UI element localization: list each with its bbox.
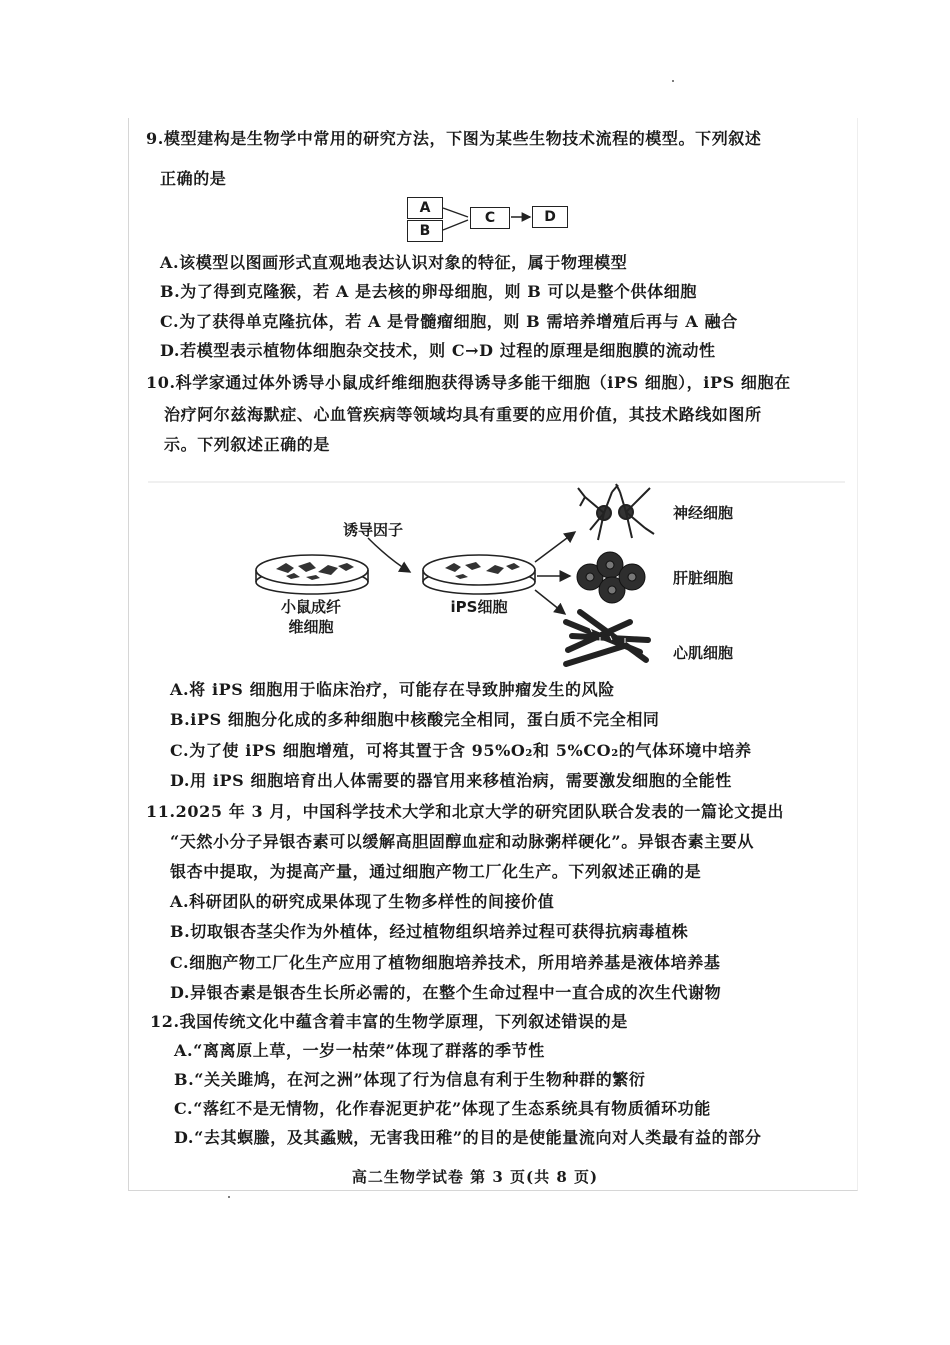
q11-stem-line-2: “天然小分子异银杏素可以缓解高胆固醇血症和动脉粥样硬化”。异银杏素主要从 xyxy=(170,832,755,851)
q11-option-a: A.科研团队的研究成果体现了生物多样性的间接价值 xyxy=(170,892,555,911)
label-source-2: 维细胞 xyxy=(288,618,334,636)
label-neuron: 神经细胞 xyxy=(672,504,733,522)
label-inducer: 诱导因子 xyxy=(342,521,403,539)
q11-option-c: C.细胞产物工厂化生产应用了植物细胞培养技术，所用培养基是液体培养基 xyxy=(170,953,721,972)
q10-stem-line-1: 10.科学家通过体外诱导小鼠成纤维细胞获得诱导多能干细胞（iPS 细胞），iPS 细胞在 xyxy=(146,373,791,392)
label-liver: 肝脏细胞 xyxy=(672,569,733,587)
q12-option-a: A.“离离原上草，一岁一枯荣”体现了群落的季节性 xyxy=(174,1041,545,1060)
box-a: A xyxy=(407,197,443,219)
q12-option-c: C.“落红不是无情物，化作春泥更护花”体现了生态系统具有物质循环功能 xyxy=(174,1099,711,1118)
q12-option-b: B.“关关雎鸠，在河之洲”体现了行为信息有利于生物种群的繁衍 xyxy=(174,1070,646,1089)
page-footer: 高二生物学试卷 第 3 页(共 8 页) xyxy=(351,1168,599,1186)
label-cardio: 心肌细胞 xyxy=(672,644,733,662)
q9-option-d: D.若模型表示植物体细胞杂交技术，则 C→D 过程的原理是细胞膜的流动性 xyxy=(160,341,716,360)
q10-option-c: C.为了使 iPS 细胞增殖，可将其置于含 95%O₂和 5%CO₂的气体环境中培养 xyxy=(170,741,752,760)
q11-stem-line-1: 11.2025 年 3 月，中国科学技术大学和北京大学的研究团队联合发表的一篇论文提出 xyxy=(146,802,785,821)
q11-option-b: B.切取银杏茎尖作为外植体，经过植物组织培养过程可获得抗病毒植株 xyxy=(170,922,689,941)
q9-option-c: C.为了获得单克隆抗体，若 A 是骨髓瘤细胞，则 B 需培养增殖后再与 A 融合 xyxy=(160,312,738,331)
q11-option-d: D.异银杏素是银杏生长所必需的，在整个生命过程中一直合成的次生代谢物 xyxy=(170,983,722,1002)
box-b: B xyxy=(407,220,443,242)
q10-option-d: D.用 iPS 细胞培育出人体需要的器官用来移植治病，需要激发细胞的全能性 xyxy=(170,771,732,790)
scan-speck xyxy=(672,80,674,82)
box-d: D xyxy=(532,206,568,228)
q9-stem-line-2: 正确的是 xyxy=(160,169,227,188)
box-c: C xyxy=(470,207,510,229)
q11-stem-line-3: 银杏中提取，为提高产量，通过细胞产物工厂化生产。下列叙述正确的是 xyxy=(170,862,702,881)
q9-option-b: B.为了得到克隆猴，若 A 是去核的卵母细胞，则 B 可以是整个供体细胞 xyxy=(160,282,697,301)
scan-speck xyxy=(228,1196,230,1198)
q9-option-a: A.该模型以图画形式直观地表达认识对象的特征，属于物理模型 xyxy=(160,253,628,272)
q12-option-d: D.“去其螟螣，及其蟊贼，无害我田稚”的目的是使能量流向对人类最有益的部分 xyxy=(174,1128,762,1147)
label-source-1: 小鼠成纤 xyxy=(280,598,341,616)
q10-stem-line-3: 示。下列叙述正确的是 xyxy=(164,435,331,454)
label-ips: iPS细胞 xyxy=(450,598,508,616)
q12-stem: 12.我国传统文化中蕴含着丰富的生物学原理，下列叙述错误的是 xyxy=(150,1012,628,1031)
q10-option-b: B.iPS 细胞分化成的多种细胞中核酸完全相同，蛋白质不完全相同 xyxy=(170,710,660,729)
q10-stem-line-2: 治疗阿尔兹海默症、心血管疾病等领域均具有重要的应用价值，其技术路线如图所 xyxy=(164,405,762,424)
q9-stem-line-1: 9.模型建构是生物学中常用的研究方法，下图为某些生物技术流程的模型。下列叙述 xyxy=(146,129,762,148)
q10-option-a: A.将 iPS 细胞用于临床治疗，可能存在导致肿瘤发生的风险 xyxy=(170,680,615,699)
